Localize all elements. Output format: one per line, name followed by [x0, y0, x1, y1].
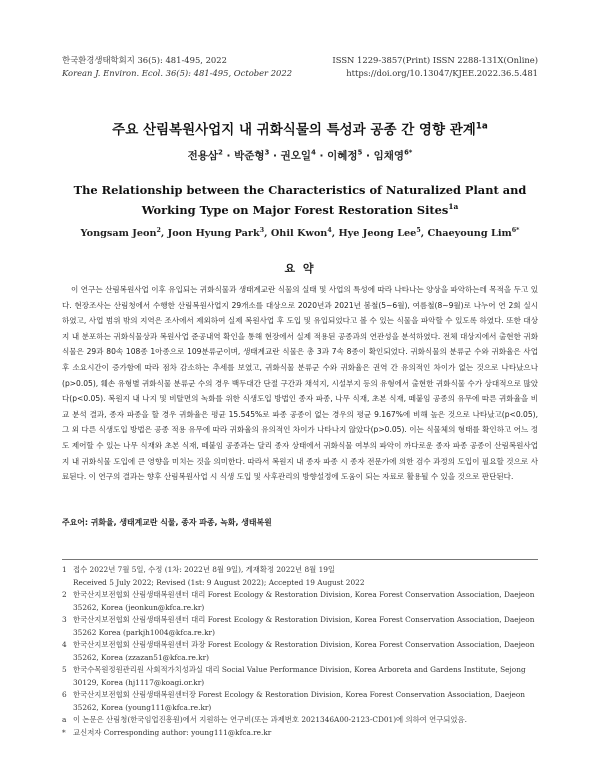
footnote-item — [62, 639, 538, 664]
english-author-name: Chaeyoung Lim — [427, 228, 512, 239]
author-separator: , — [264, 228, 271, 239]
footnote-list — [62, 564, 538, 739]
author-separator: · — [222, 150, 235, 162]
journal-citation-ko: 한국환경생태학회지 36(5): 481-495, 2022 — [62, 55, 227, 65]
korean-author-name: 이혜정 — [327, 150, 358, 162]
footnote-text: 한국산지보전협회 산림생태복원센터 대리 Forest Ecology & Restoration Division, Korea Forest Conservation Association, Daejeon 35262, Korea (jeonkun@kfca.re.kr) — [73, 590, 535, 612]
korean-author-affiliation-mark[interactable]: 4 — [311, 148, 316, 157]
abstract-body: 이 연구는 산림복원사업 이후 유입되는 귀화식물과 생태계교란 식물의 실태 및 사업의 특성에 따라 나타나는 양상을 파악하는데 목적을 두고 있다. 현장조사는 산림청에서 수행한 산림복원사업지 29개소를 대상으로 2020년과 2021년 봄철(5~6월), 여름철(8~9월)로 나누어 연 2회 실시하였고, 사업 범위 밖의 지역은 조사에서 제외하여 실제 복원사업 후 도입 및 유입되었다고 볼 수 있는 식물을 파악할 수 있도록 하였다. 또한 대상지 내 분포하는 귀화식물상과 복원사업 준공내역 확인을 통해 현장에서 실제 적용된 공종과의 연관성을 분석하였다. 전체 대상지에서 출현한 귀화식물은 29과 80속 108종 1아종으로 109분류군이며, 생태계교란 식물은 총 3과 7속 8종이 확인되었다. 귀화식물의 분류군 수와 귀화율은 사업 후 소요시간이 증가함에 따라 점차 감소하는 추세를 보였고, 귀화식물 분류군 수와 귀화율은 권역 간 유의적인 차이가 없는 것으로 나타났으나(p>0.05), 훼손 유형별 귀화식물 분류군 수의 경우 백두대간 단절 구간과 채석지, 시설부지 등의 유형에서 출현한 귀화식물 수가 상대적으로 많았다(p<0.05). 복원지 내 나지 및 비탈면의 녹화를 위한 식생도입 방법인 종자 파종, 나무 식재, 초본 식재, 떼붙임 공종의 유무에 따른 귀화율을 비교 분석 결과, 종자 파종을 할 경우 귀화율은 평균 15.545%로 파종 공종이 없는 경우의 평균 9.167%에 비해 높은 것으로 나타났고(p<0.05), 그 외 다른 식생도입 방법은 공종 적용 유무에 따라 귀화율의 유의적인 차이가 나타나지 않았다(p>0.05). 이는 식물체의 형태를 확인하고 어느 정도 제어할 수 있는 나무 식재와 초본 식재, 떼붙임 공종과는 달리 종자 상태에서 귀화식물 여부의 파악이 까다로운 종자 파종 공종이 산림복원사업지 내 귀화식물 도입에 큰 영향을 미치는 것을 의미한다. 따라서 복원지 내 종자 파종 시 종자 전문가에 의한 검수 과정의 도입이 필요할 것으로 사료된다. 이 연구의 결과는 향후 산림복원사업 시 식생 도입 및 사후관리의 방향설정에 도움이 되는 자료로 활용될 수 있을 것으로 판단된다. — [62, 285, 538, 482]
author-separator: · — [362, 150, 374, 162]
footnote-text: 접수 2022년 7월 5일, 수정 (1차: 2022년 8월 9일), 게재확정 2022년 8월 19일 — [73, 565, 336, 574]
keywords-values: 귀화율, 생태계교란 식물, 종자 파종, 녹화, 생태복원 — [90, 518, 272, 527]
author-separator: · — [269, 150, 281, 162]
footnote-text: 한국수목원정원관리원 사회적가치성과실 대리 Social Value Performance Division, Korea Arboreta and Gardens Institute, Sejong 30129, Korea (hj1117@koagi.or.kr) — [73, 665, 526, 687]
title-english — [58, 180, 542, 220]
korean-author-name: 권오일 — [280, 150, 312, 162]
footnote-item — [62, 664, 538, 689]
footnote-marker: 3 — [62, 615, 67, 624]
footnote-marker: 4 — [62, 640, 67, 649]
title-korean — [40, 118, 560, 138]
author-list-english — [40, 228, 560, 239]
author-list-korean — [40, 148, 560, 163]
english-author-name: Yongsam Jeon — [80, 228, 157, 239]
title-english-text: The Relationship between the Characteristics of Naturalized Plant and Working Type on Major Forest Restoration Sites — [73, 183, 527, 217]
footnote-item — [62, 564, 538, 589]
journal-header-right — [332, 54, 538, 80]
footnote-text: 교신저자 Corresponding author: young111@kfca.re.kr — [73, 727, 272, 737]
keywords-line — [62, 517, 538, 528]
footnote-item — [62, 589, 538, 614]
english-author-affiliation-mark[interactable]: 5 — [416, 226, 421, 234]
journal-citation-en: Korean J. Environ. Ecol. 36(5): 481-495, October 2022 — [62, 68, 293, 78]
footnote-divider — [62, 559, 538, 560]
footnote-text: 한국산지보전협회 산림생태복원센터 대리 Forest Ecology & Restoration Division, Korea Forest Conservation Association, Daejeon 35262 Korea (parkjh1004@kfca.re.kr) — [73, 615, 535, 637]
author-separator: , — [420, 228, 428, 239]
doi-link[interactable]: https://doi.org/10.13047/KJEE.2022.36.5.481 — [346, 68, 538, 78]
footnote-marker: * — [62, 727, 66, 737]
abstract-heading: 요 약 — [284, 262, 316, 275]
title-korean-footnote-mark[interactable]: 1a — [475, 121, 488, 132]
footnote-marker: 5 — [62, 665, 67, 674]
korean-author-name: 임채영 — [373, 150, 405, 162]
author-separator: , — [331, 228, 339, 239]
footnote-text-english: Received 5 July 2022; Revised (1st: 9 August 2022); Accepted 19 August 2022 — [73, 577, 365, 587]
author-separator: , — [160, 228, 168, 239]
journal-header-left — [62, 54, 292, 80]
footnote-text: 이 논문은 산림청(한국임업진흥원)에서 지원하는 연구비(또는 과제번호 2021346A00-2123-CD01)에 의하여 연구되었음. — [73, 715, 467, 724]
footnote-item — [62, 614, 538, 639]
english-author-affiliation-mark[interactable]: 4 — [327, 226, 332, 234]
title-korean-text: 주요 산림복원사업지 내 귀화식물의 특성과 공종 간 영향 관계 — [112, 122, 476, 138]
english-author-name: Joon Hyung Park — [167, 228, 260, 239]
english-author-name: Ohil Kwon — [270, 228, 328, 239]
footnote-marker: a — [62, 715, 67, 724]
english-author-affiliation-mark[interactable]: 3 — [259, 226, 265, 234]
korean-author-name: 전용삼 — [187, 150, 219, 162]
korean-author-name: 박준형 — [234, 150, 265, 162]
footnote-item — [62, 714, 538, 727]
footnote-text: 한국산지보전협회 산림생태복원센터장 Forest Ecology & Restoration Division, Korea Forest Conservation Association, Daejeon 35262, Korea (young111@kfca.re.kr) — [73, 690, 525, 712]
footnote-marker: 1 — [62, 565, 67, 574]
footnote-item — [62, 689, 538, 714]
keywords-label: 주요어: — [62, 518, 89, 527]
english-author-affiliation-mark[interactable]: 2 — [156, 226, 161, 234]
author-separator: · — [315, 150, 328, 162]
korean-author-affiliation-mark[interactable]: 3 — [264, 148, 270, 157]
footnote-marker: 2 — [62, 590, 67, 599]
title-english-footnote-mark[interactable]: 1a — [448, 202, 459, 212]
english-author-name: Hye Jeong Lee — [338, 228, 417, 239]
korean-author-affiliation-mark[interactable]: 6* — [404, 148, 413, 157]
footnote-item — [62, 727, 538, 740]
korean-author-affiliation-mark[interactable]: 5 — [357, 148, 363, 157]
footnote-marker: 6 — [62, 690, 67, 699]
korean-author-affiliation-mark[interactable]: 2 — [218, 148, 223, 157]
issn-line: ISSN 1229-3857(Print) ISSN 2288-131X(Online) — [332, 55, 538, 65]
english-author-affiliation-mark[interactable]: 6* — [511, 226, 520, 234]
footnote-text: 한국산지보전협회 산림생태복원센터 과장 Forest Ecology & Restoration Division, Korea Forest Conservation Association, Daejeon 35262, Korea (zzazan51@kfca.re.kr) — [73, 640, 535, 662]
